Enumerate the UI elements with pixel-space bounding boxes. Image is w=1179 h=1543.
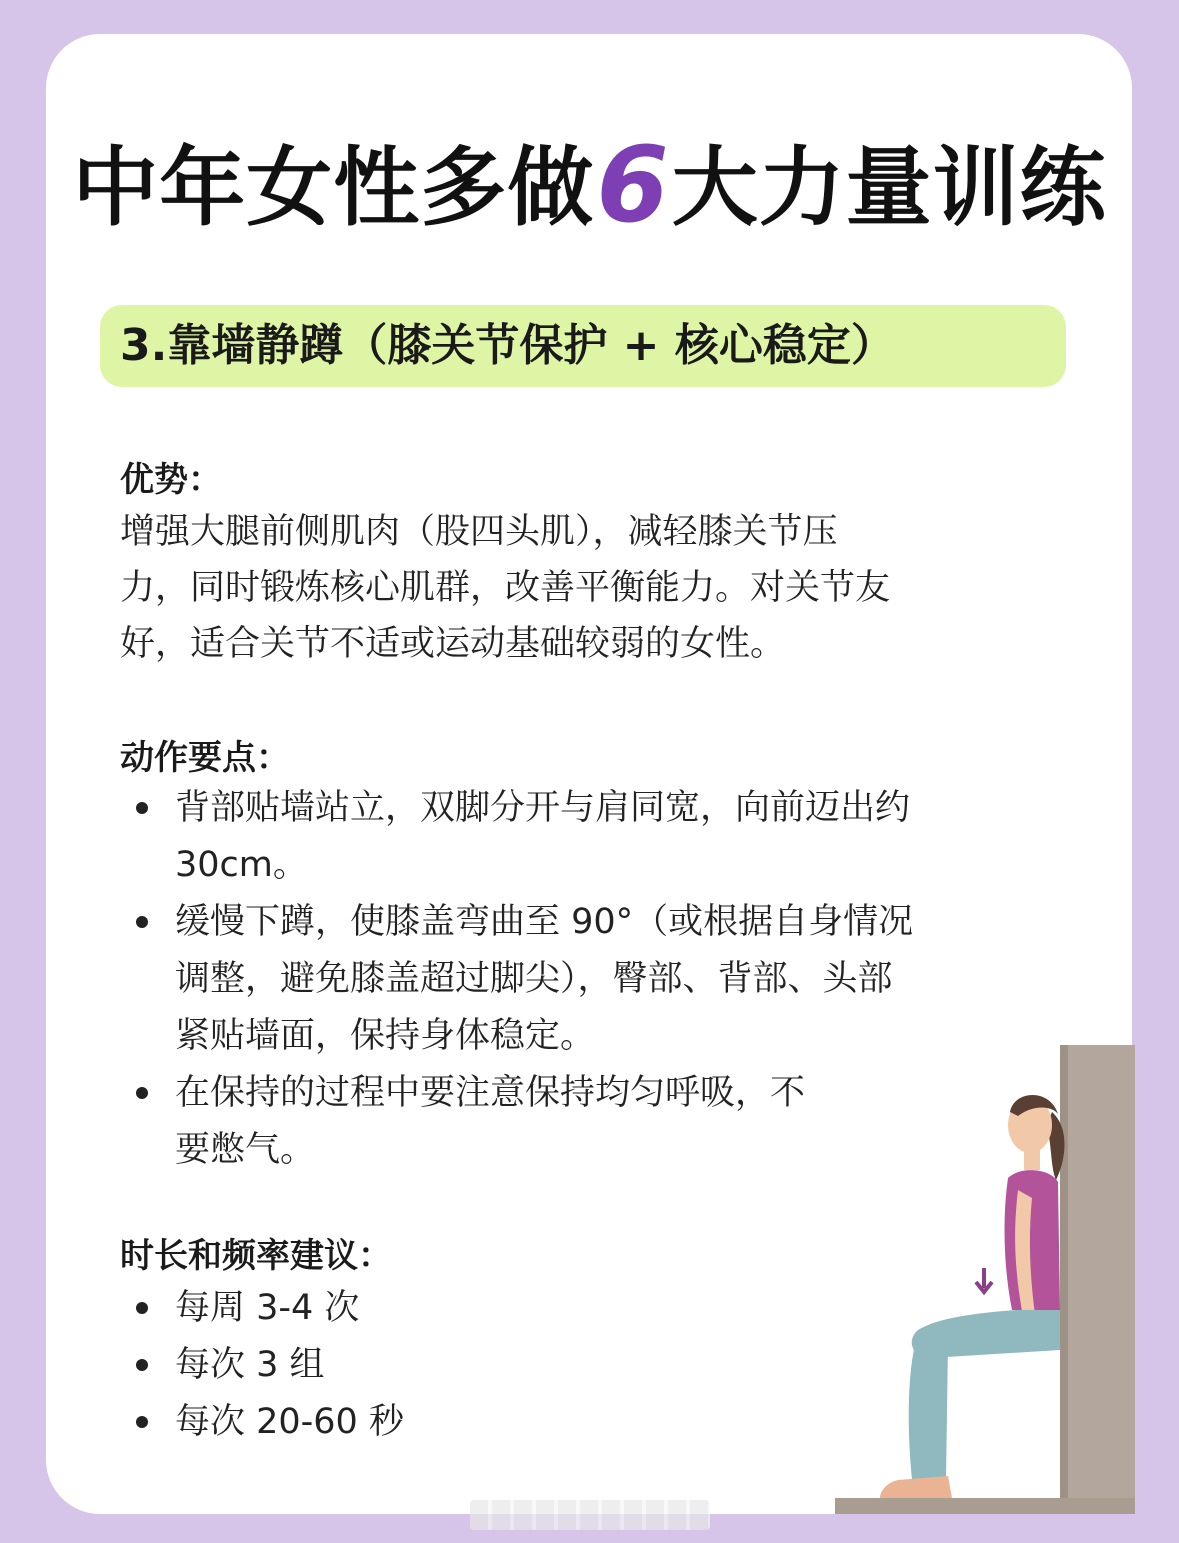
- advantages-heading: 优势：: [120, 460, 222, 500]
- list-item-line: 要憋气。: [175, 1130, 316, 1170]
- list-item-line: 在保持的过程中要注意保持均匀呼吸，不: [175, 1073, 806, 1113]
- frequency-heading: 时长和频率建议：: [120, 1236, 392, 1276]
- title-text-after: 大力量训练: [671, 138, 1107, 238]
- title-number: 6: [596, 124, 670, 246]
- exercise-subtitle: 3.靠墙静蹲（膝关节保护 + 核心稳定）: [100, 305, 1066, 387]
- list-item: [120, 780, 1080, 894]
- bullet-icon: [136, 1302, 148, 1314]
- list-item-text: 每次 3 组: [175, 1345, 325, 1385]
- floor-shape: [835, 1498, 1135, 1514]
- bullet-icon: [136, 916, 148, 928]
- bullet-icon: [136, 802, 148, 814]
- bullet-icon: [136, 1087, 148, 1099]
- list-item-line: 30cm。: [175, 845, 308, 885]
- list-item-text: 每周 3-4 次: [175, 1288, 360, 1328]
- watermark: [470, 1500, 710, 1530]
- list-item-text: 每次 20-60 秒: [175, 1402, 404, 1442]
- title-text-before: 中年女性多做: [72, 138, 595, 238]
- bullet-icon: [136, 1416, 148, 1428]
- advantages-line: 力，同时锻炼核心肌群，改善平衡能力。对关节友: [120, 568, 891, 608]
- advantages-line: 增强大腿前侧肌肉（股四头肌），减轻膝关节压: [120, 512, 838, 552]
- page-title: [0, 118, 1179, 246]
- advantages-line: 好，适合关节不适或运动基础较弱的女性。: [120, 624, 786, 664]
- list-item-line: 紧贴墙面，保持身体稳定。: [175, 1016, 596, 1056]
- list-item-line: 调整，避免膝盖超过脚尖），臀部、背部、头部: [175, 959, 893, 999]
- list-item-line: 背部贴墙站立，双脚分开与肩同宽，向前迈出约: [175, 788, 911, 828]
- key-points-heading: 动作要点：: [120, 738, 290, 778]
- wall-shape: [1065, 1045, 1135, 1505]
- wall-sit-illustration: [820, 1040, 1140, 1520]
- bullet-icon: [136, 1359, 148, 1371]
- advantages-text: [120, 504, 1070, 672]
- list-item-line: 缓慢下蹲，使膝盖弯曲至 90°（或根据自身情况: [175, 902, 914, 942]
